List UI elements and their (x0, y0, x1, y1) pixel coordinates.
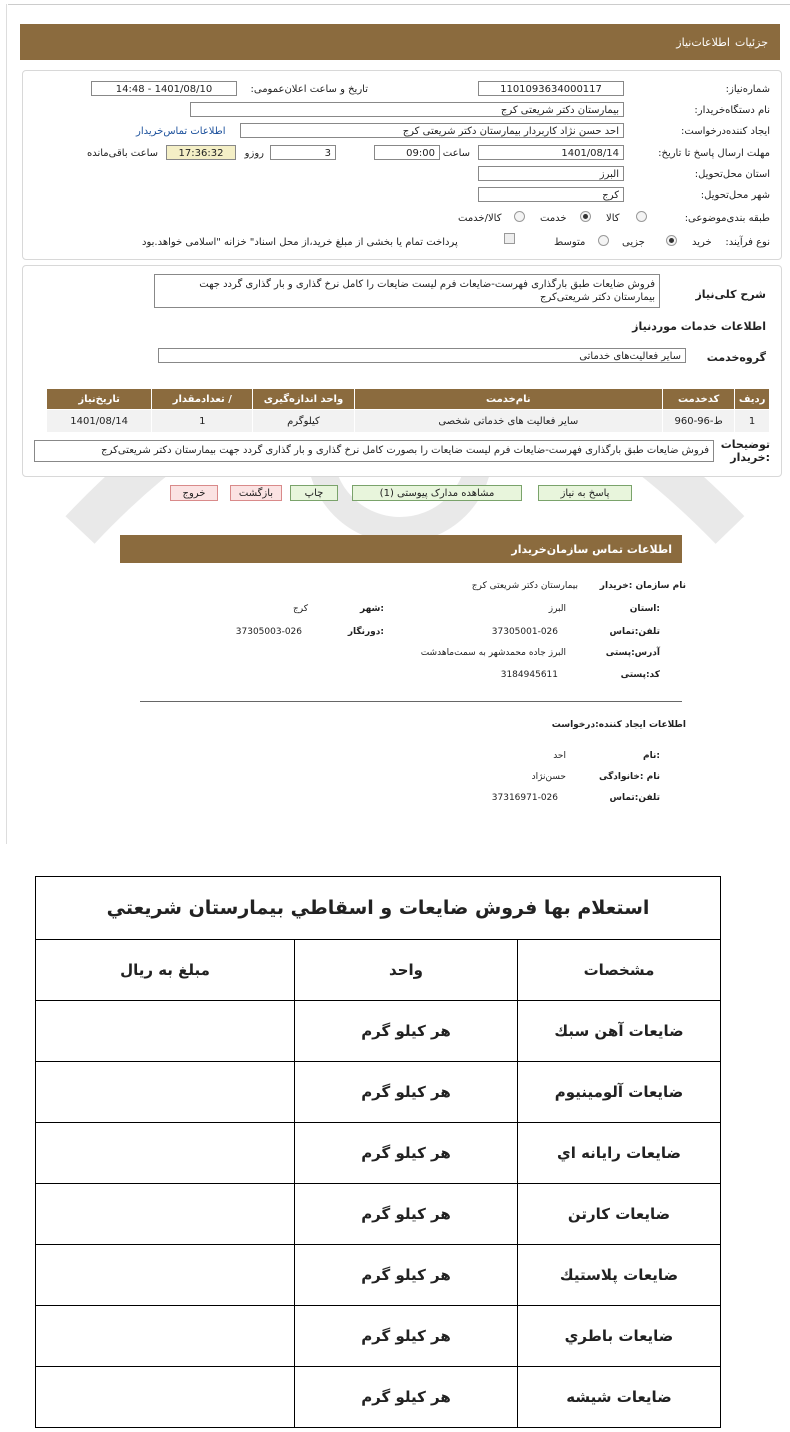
process-minor-label: جزیی (622, 237, 645, 248)
contact-city-value: کرج (292, 604, 308, 614)
service-group-field: سایر فعالیت‌های خدماتی (158, 348, 686, 363)
col-service-code: کدخدمت (663, 389, 735, 410)
left-divider (6, 4, 7, 844)
document-cell-price (36, 1062, 295, 1123)
page-header (20, 24, 780, 60)
document-row (36, 1184, 721, 1245)
view-attachments-button[interactable]: مشاهده مدارک پیوستی (1) (352, 485, 522, 501)
cell-need-date: 1401/08/14 (47, 410, 152, 433)
creator-field: احد حسن نژاد کاربردار بیمارستان دکتر شریعتی کرج (240, 123, 624, 138)
summary-text: فروش ضایعات طبق بارگذاری فهرست-ضایعات فرم لیست ضایعات را کامل نرخ گذاری و بار گذاری گردد جهت بیمارستان دکتر شریعتی‌کرج (154, 274, 660, 308)
table-row (47, 410, 770, 433)
breadcrumb-details[interactable]: جزئیات (735, 36, 768, 49)
document-cell-spec: ضايعات پلاستيك (518, 1245, 721, 1306)
document-col-price: مبلغ به ريال (36, 940, 295, 1001)
creator-family-label: نام :خانوادگی (598, 772, 660, 782)
document-cell-price (36, 1306, 295, 1367)
creator-name-label: :نام (643, 751, 660, 761)
document-row (36, 1123, 721, 1184)
province-label: استان محل‌تحویل: (694, 169, 770, 180)
document-cell-unit: هر كيلو گرم (295, 1062, 518, 1123)
document-cell-price (36, 1123, 295, 1184)
col-row: ردیف (735, 389, 770, 410)
document-title: استعلام بها فروش ضايعات و اسقاطي بيمارستان شريعتي (36, 877, 721, 940)
announce-field: 1401/08/10 - 14:48 (91, 81, 237, 96)
category-goods-service-label: کالا/خدمت (458, 213, 502, 224)
document-row (36, 1062, 721, 1123)
document-cell-spec: ضايعات شيشه (518, 1367, 721, 1428)
contact-address-label: آدرس‌:پستی (605, 648, 660, 658)
creator-name-value: احد (553, 751, 566, 761)
creator-phone-label: تلفن‌:تماس (609, 793, 660, 803)
document-row (36, 1001, 721, 1062)
city-label: شهر محل‌تحویل: (700, 190, 770, 201)
category-label: طبقه بندی‌موضوعی: (684, 213, 770, 224)
announce-label: تاریخ و ساعت اعلان‌عمومی: (250, 84, 368, 95)
col-unit: واحد اندازه‌گیری (253, 389, 354, 410)
creator-family-value: حسن‌نژاد (531, 772, 566, 782)
document-row (36, 1367, 721, 1428)
document-cell-spec: ضايعات آهن سبك (518, 1001, 721, 1062)
contact-phone-label: تلفن‌:تماس (609, 627, 660, 637)
document-row (36, 1245, 721, 1306)
document-cell-price (36, 1184, 295, 1245)
price-inquiry-document (35, 876, 721, 1428)
remaining-label: ساعت باقی‌مانده (86, 148, 158, 159)
buyer-notes-label: توضیحات :خریدار (720, 438, 770, 464)
province-field: البرز (478, 166, 624, 181)
category-goods-radio[interactable] (636, 211, 647, 222)
contact-section-header (120, 535, 682, 563)
document-cell-unit: هر كيلو گرم (295, 1306, 518, 1367)
cell-quantity: 1 (152, 410, 253, 433)
buyer-org-label: نام دستگاه‌خریدار: (694, 105, 770, 116)
category-goods-label: کالا (606, 213, 620, 224)
print-button[interactable]: چاپ (290, 485, 338, 501)
document-cell-spec: ضايعات آلومينيوم (518, 1062, 721, 1123)
process-medium-label: متوسط (554, 237, 586, 248)
contact-section-title: اطلاعات تماس سازمان‌خریدار (511, 543, 672, 556)
remaining-time-field: 17:36:32 (166, 145, 236, 160)
contact-postal-label: کد‌:پستی (620, 670, 660, 680)
category-goods-service-radio[interactable] (514, 211, 525, 222)
summary-label: شرح کلی‌نیاز (695, 288, 766, 301)
city-field: کرج (478, 187, 624, 202)
col-need-date: تاریخ‌نیاز (47, 389, 152, 410)
exit-button[interactable]: خروج (170, 485, 218, 501)
category-service-radio[interactable] (580, 211, 591, 222)
contact-city-label: :شهر (360, 604, 384, 614)
buyer-notes-text: فروش ضایعات طبق بارگذاری فهرست-ضایعات فرم لیست ضایعات را بصورت کامل نرخ گذاری و بار گذاری گردد جهت بیمارستان دکتر شریعتی‌کرج (34, 440, 714, 462)
buyer-contact-link[interactable]: اطلاعات تماس‌خریدار (136, 126, 226, 137)
deadline-time-label: ساعت (442, 148, 470, 159)
contact-province-value: البرز (548, 604, 566, 614)
contact-address-value: البرز جاده محمدشهر به سمت‌ماهدشت (420, 648, 566, 658)
reply-button[interactable]: پاسخ به نیاز (538, 485, 632, 501)
contact-postal-value: 3184945611 (500, 670, 558, 680)
days-field: 3 (270, 145, 336, 160)
process-label: نوع فرآیند: (725, 237, 770, 248)
document-cell-price (36, 1001, 295, 1062)
document-cell-unit: هر كيلو گرم (295, 1367, 518, 1428)
contact-org-label: نام سازمان‌ :خریدار (599, 581, 686, 591)
col-service-name: نام‌خدمت (354, 389, 663, 410)
process-minor-radio[interactable] (666, 235, 677, 246)
deadline-date-field: 1401/08/14 (478, 145, 624, 160)
category-service-label: خدمت (540, 213, 567, 224)
document-cell-price (36, 1367, 295, 1428)
breadcrumb-need-info[interactable]: اطلاعات‌نیاز (676, 36, 730, 49)
cell-unit: کیلوگرم (253, 410, 354, 433)
top-divider (8, 4, 790, 5)
creator-label: ایجاد کننده‌درخواست: (681, 126, 770, 137)
contact-fax-value: 37305003-026 (235, 627, 302, 637)
services-title: اطلاعات خدمات موردنیاز (632, 320, 766, 333)
days-label: روزو (244, 148, 264, 159)
process-buy-label: خرید (692, 237, 712, 248)
document-col-spec: مشخصات (518, 940, 721, 1001)
contact-fax-label: :دورنگار (347, 627, 384, 637)
treasury-payment-checkbox[interactable] (504, 233, 515, 244)
cell-row: 1 (735, 410, 770, 433)
document-col-unit: واحد (295, 940, 518, 1001)
cell-service-name: سایر فعالیت های خدماتی شخصی (354, 410, 663, 433)
document-cell-spec: ضايعات كارتن (518, 1184, 721, 1245)
contact-phone-value: 37305001-026 (491, 627, 558, 637)
contact-divider (140, 701, 682, 702)
document-cell-unit: هر كيلو گرم (295, 1184, 518, 1245)
need-info-panel (22, 70, 782, 260)
document-cell-spec: ضايعات باطري (518, 1306, 721, 1367)
deadline-time-field: 09:00 (374, 145, 440, 160)
creator-phone-value: 37316971-026 (491, 793, 558, 803)
cell-service-code: ط-96-960 (663, 410, 735, 433)
need-number-field: 1101093634000117 (478, 81, 624, 96)
buyer-org-field: بیمارستان دکتر شریعتی کرج (190, 102, 624, 117)
document-cell-unit: هر كيلو گرم (295, 1245, 518, 1306)
document-cell-price (36, 1245, 295, 1306)
service-group-label: گروه‌خدمت (706, 351, 766, 364)
creator-section-title: اطلاعات ایجاد کننده‌:درخواست (551, 720, 686, 730)
back-button[interactable]: بازگشت (230, 485, 282, 501)
document-cell-unit: هر كيلو گرم (295, 1123, 518, 1184)
contact-province-label: :استان (629, 604, 660, 614)
services-table-header (47, 389, 770, 410)
need-number-label: شماره‌نیاز: (725, 84, 770, 95)
document-row (36, 1306, 721, 1367)
document-cell-unit: هر كيلو گرم (295, 1001, 518, 1062)
process-medium-radio[interactable] (598, 235, 609, 246)
deadline-label: مهلت ارسال پاسخ تا تاریخ: (658, 148, 770, 159)
services-table (46, 388, 770, 433)
document-cell-spec: ضايعات رايانه اي (518, 1123, 721, 1184)
contact-org-value: بیمارستان دکتر شریعتی کرج (471, 581, 578, 591)
treasury-payment-note: پرداخت تمام یا بخشی از مبلغ خرید،از محل اسناد" خزانه "اسلامی خواهد.بود (142, 237, 458, 248)
col-quantity: / تعداد‌مقدار (152, 389, 253, 410)
